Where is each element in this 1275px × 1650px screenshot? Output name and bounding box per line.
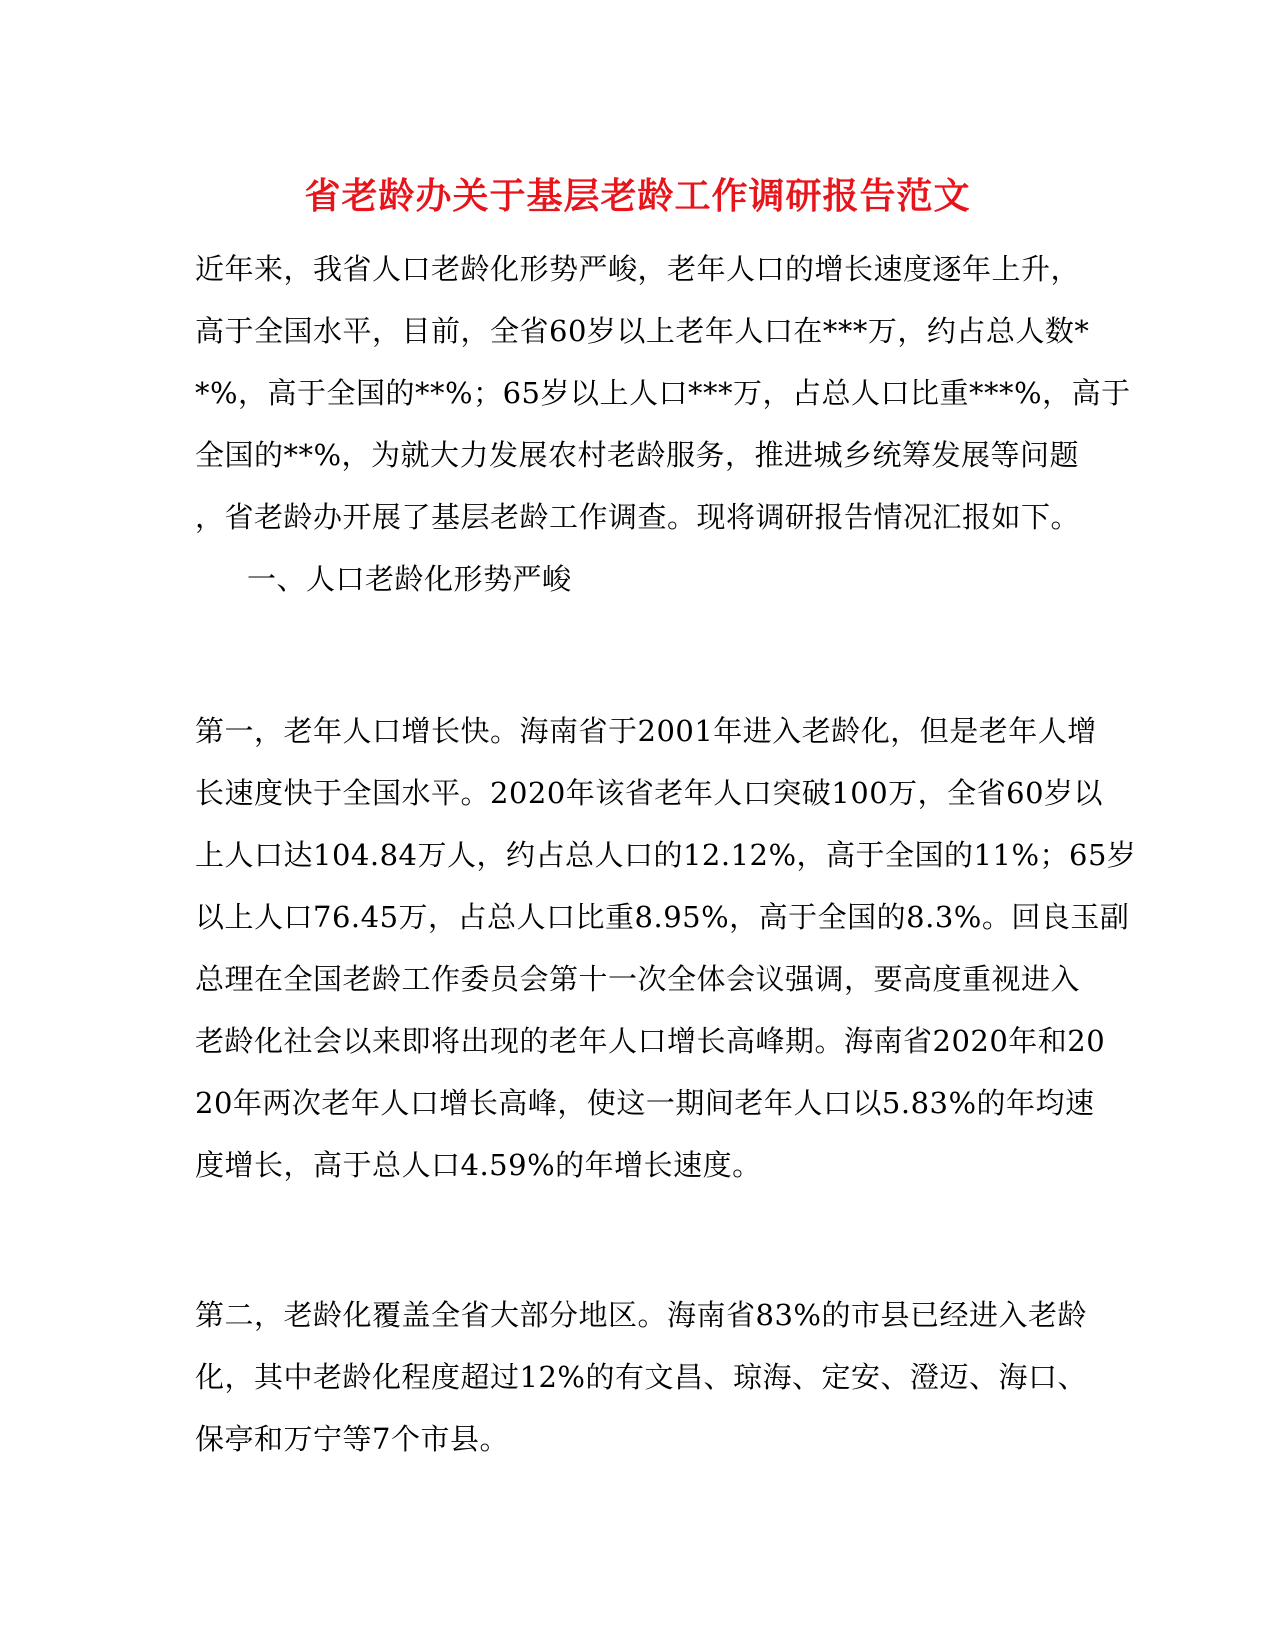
paragraph-line: 保亭和万宁等7个市县。 xyxy=(195,1422,509,1456)
document-title: 省老龄办关于基层老龄工作调研报告范文 xyxy=(304,175,971,217)
paragraph-line: 全国的**%，为就大力发展农村老龄服务，推进城乡统筹发展等问题 xyxy=(195,438,1080,472)
paragraph-line: 上人口达104.84万人，约占总人口的12.12%，高于全国的11%；65岁 xyxy=(195,838,1137,872)
paragraph-line: 第二，老龄化覆盖全省大部分地区。海南省83%的市县已经进入老龄 xyxy=(195,1298,1087,1332)
paragraph-line: 度增长，高于总人口4.59%的年增长速度。 xyxy=(195,1148,762,1182)
paragraph-line: *%，高于全国的**%；65岁以上人口***万，占总人口比重***%，高于 xyxy=(195,376,1131,410)
paragraph-line: 化，其中老龄化程度超过12%的有文昌、琼海、定安、澄迈、海口、 xyxy=(195,1360,1087,1394)
section-heading: 一、人口老龄化形势严峻 xyxy=(247,562,572,596)
paragraph-line: 20年两次老年人口增长高峰，使这一期间老年人口以5.83%的年均速 xyxy=(195,1086,1095,1120)
paragraph-line: 老龄化社会以来即将出现的老年人口增长高峰期。海南省2020年和20 xyxy=(195,1024,1106,1058)
paragraph-line: 近年来，我省人口老龄化形势严峻，老年人口的增长速度逐年上升， xyxy=(195,252,1081,286)
intro-paragraph xyxy=(195,238,1131,548)
paragraph-line: 以上人口76.45万，占总人口比重8.95%，高于全国的8.3%。回良玉副 xyxy=(195,900,1130,934)
paragraph-line: 第一，老年人口增长快。海南省于2001年进入老龄化，但是老年人增 xyxy=(195,714,1097,748)
paragraph-line: 长速度快于全国水平。2020年该省老年人口突破100万，全省60岁以 xyxy=(195,776,1104,810)
point-2-paragraph xyxy=(195,1284,1087,1470)
point-1-paragraph xyxy=(195,700,1137,1196)
paragraph-line: 高于全国水平，目前，全省60岁以上老年人口在***万，约占总人数* xyxy=(195,314,1090,348)
paragraph-line: ，省老龄办开展了基层老龄工作调查。现将调研报告情况汇报如下。 xyxy=(195,500,1081,534)
paragraph-line: 总理在全国老龄工作委员会第十一次全体会议强调，要高度重视进入 xyxy=(195,962,1081,996)
